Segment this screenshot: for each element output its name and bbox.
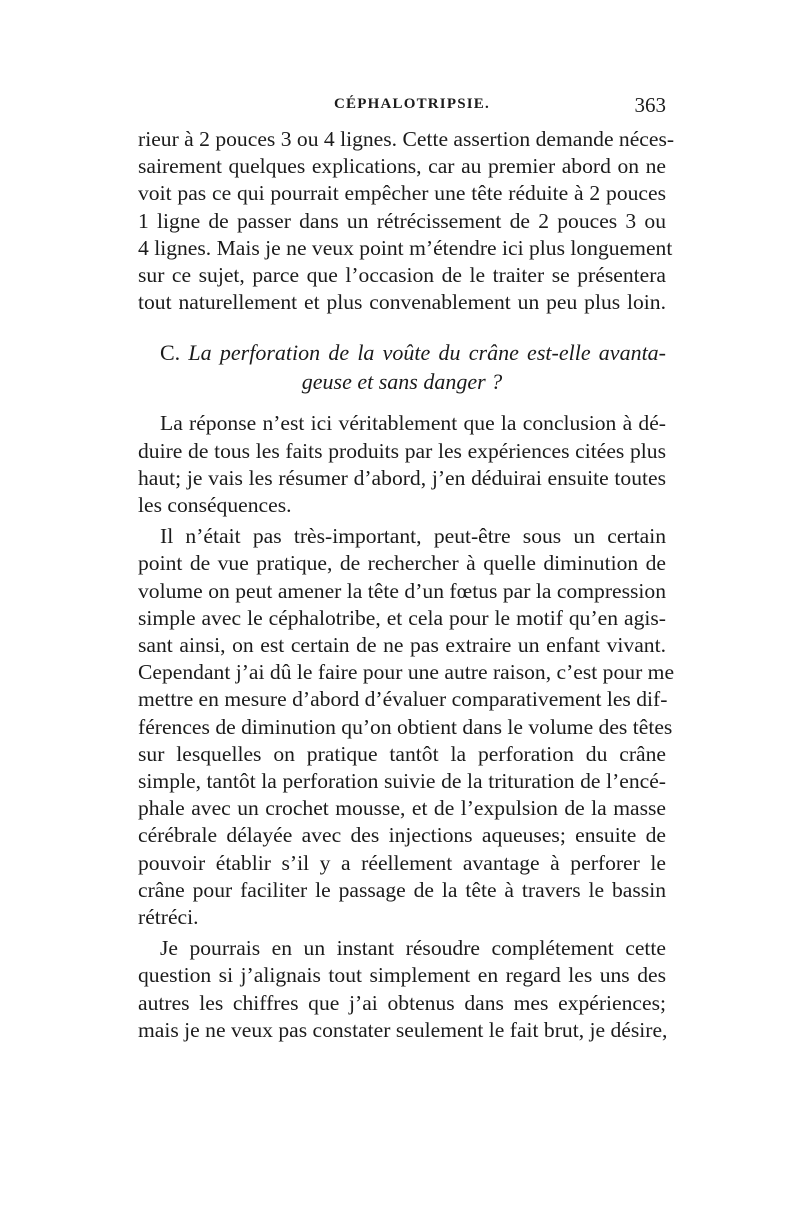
text-line: les conséquences. — [138, 493, 292, 518]
heading-line-1 — [138, 338, 666, 367]
text-line: La réponse n’est ici véritablement que la conclusion à dé- — [160, 411, 666, 436]
text-line: sur lesquelles on pratique tantôt la perforation du crâne — [138, 741, 666, 766]
text-line: Il n’était pas très-important, peut-être sous un certain — [160, 524, 666, 549]
text-line: sairement quelques explications, car au premier abord on ne — [138, 154, 666, 179]
book-page — [138, 93, 675, 1044]
text-line: pouvoir établir s’il y a réellement avantage à perforer le — [138, 850, 666, 875]
paragraph-3 — [138, 523, 675, 931]
paragraph-4 — [138, 935, 666, 1044]
text-line: sant ainsi, on est certain de ne pas extraire un enfant vivant. — [138, 633, 666, 658]
text-line: volume on peut amener la tête d’un fœtus par la compression — [138, 578, 666, 603]
heading-title-part-2: geuse et sans danger ? — [301, 369, 503, 395]
section-heading — [138, 338, 666, 396]
text-line: autres les chiffres que j’ai obtenus dans mes expériences; — [138, 990, 666, 1015]
text-line: Je pourrais en un instant résoudre complétement cette — [160, 936, 666, 961]
running-head — [138, 93, 666, 126]
text-line: simple avec le céphalotribe, et cela pour le motif qu’en agis- — [138, 605, 666, 630]
text-line: voit pas ce qui pourrait empêcher une tête réduite à 2 pouces — [138, 181, 666, 206]
heading-label: C. — [160, 340, 181, 366]
text-line: simple, tantôt la perforation suivie de la trituration de l’encé- — [138, 769, 666, 794]
text-line: point de vue pratique, de rechercher à quelle diminution de — [138, 551, 666, 576]
text-line: crâne pour faciliter le passage de la tête à travers le bassin — [138, 877, 666, 902]
text-line: rieur à 2 pouces 3 ou 4 lignes. Cette assertion demande néces- — [138, 127, 675, 151]
text-line: férences de diminution qu’on obtient dans le volume des têtes — [138, 714, 673, 739]
text-line: mettre en mesure d’abord d’évaluer comparativement les dif- — [138, 687, 668, 712]
text-line: tout naturellement et plus convenablement un peu plus loin. — [138, 290, 666, 315]
running-title: CÉPHALOTRIPSIE. — [334, 96, 490, 112]
text-line: duire de tous les faits produits par les expériences citées plus — [138, 438, 666, 463]
text-line: phale avec un crochet mousse, et de l’expulsion de la masse — [138, 796, 666, 821]
text-line: Cependant j’ai dû le faire pour une autre raison, c’est pour me — [138, 660, 675, 685]
text-line: 1 ligne de passer dans un rétrécissement de 2 pouces 3 ou — [138, 208, 666, 233]
page-number: 363 — [634, 93, 666, 117]
paragraph-2 — [138, 410, 666, 519]
paragraph-1 — [138, 126, 675, 316]
heading-title-part-1: La perforation de la voûte du crâne est-elle avanta- — [188, 340, 667, 366]
text-line: 4 lignes. Mais je ne veux point m’étendre ici plus longuement — [138, 235, 673, 260]
text-line: cérébrale délayée avec des injections aqueuses; ensuite de — [138, 823, 666, 848]
text-line: haut; je vais les résumer d’abord, j’en déduirai ensuite toutes — [138, 465, 666, 490]
text-line: question si j’alignais tout simplement en regard les uns des — [138, 963, 666, 988]
text-line: rétréci. — [138, 905, 199, 930]
text-line: sur ce sujet, parce que l’occasion de le traiter se présentera — [138, 263, 666, 288]
text-line: mais je ne veux pas constater seulement le fait brut, je désire, — [138, 1017, 668, 1042]
